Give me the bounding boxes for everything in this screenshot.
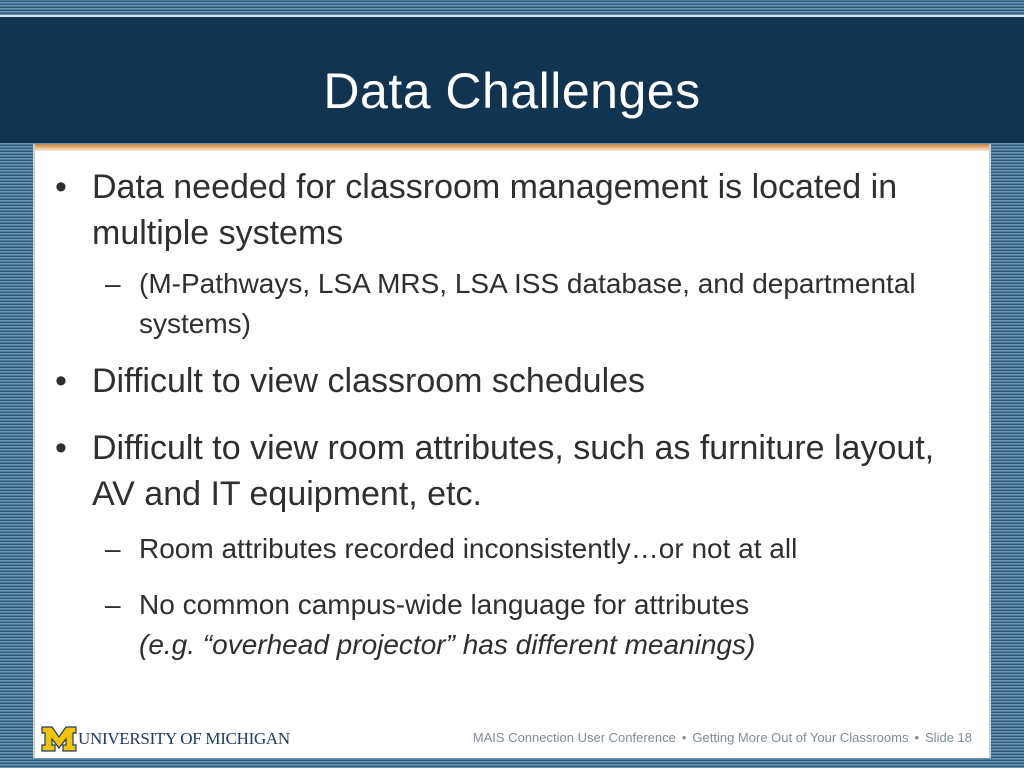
bullet-list (35, 164, 993, 665)
content-panel (33, 144, 991, 758)
bullet-text: Data needed for classroom management is located in multiple systems (92, 168, 898, 252)
bullet-item (35, 425, 969, 517)
bullet-marker: • (55, 362, 67, 400)
bullet-item (35, 358, 969, 404)
sub-bullet-item (35, 585, 953, 665)
slide-number: Slide 18 (925, 730, 972, 745)
block-m-icon (41, 726, 77, 752)
slide-footer (35, 724, 989, 754)
sub-bullet-item (35, 264, 953, 344)
sub-bullet-marker: – (105, 268, 121, 299)
title-bar (0, 15, 1024, 143)
sub-bullet-marker: – (105, 589, 121, 620)
sub-bullet-text: (M-Pathways, LSA MRS, LSA ISS database, and departmental systems) (139, 268, 916, 339)
conference-name: MAIS Connection User Conference (472, 730, 676, 745)
sub-bullet-text: No common campus-wide language for attributes (139, 589, 750, 620)
accent-line (35, 144, 989, 151)
sub-bullet-marker: – (105, 533, 121, 564)
university-logo (41, 724, 290, 754)
slide-title: Data Challenges (323, 63, 701, 119)
bullet-text: Difficult to view classroom schedules (92, 362, 646, 400)
footer-separator: • (681, 730, 687, 745)
sub-bullet-italic-text: (e.g. “overhead projector” has different meanings) (139, 629, 756, 660)
sub-bullet-text: Room attributes recorded inconsistently…or not at all (139, 533, 798, 564)
footer-caption (473, 730, 972, 745)
bullet-item (35, 164, 969, 256)
bullet-text: Difficult to view room attributes, such as furniture layout, AV and IT equipment, etc. (92, 429, 935, 513)
footer-separator: • (914, 730, 920, 745)
bullet-marker: • (55, 168, 67, 206)
presentation-title: Getting More Out of Your Classrooms (692, 730, 909, 745)
bullet-marker: • (55, 429, 67, 467)
sub-bullet-item (35, 529, 953, 569)
university-name: UNIVERSITY OF MICHIGAN (78, 729, 290, 748)
